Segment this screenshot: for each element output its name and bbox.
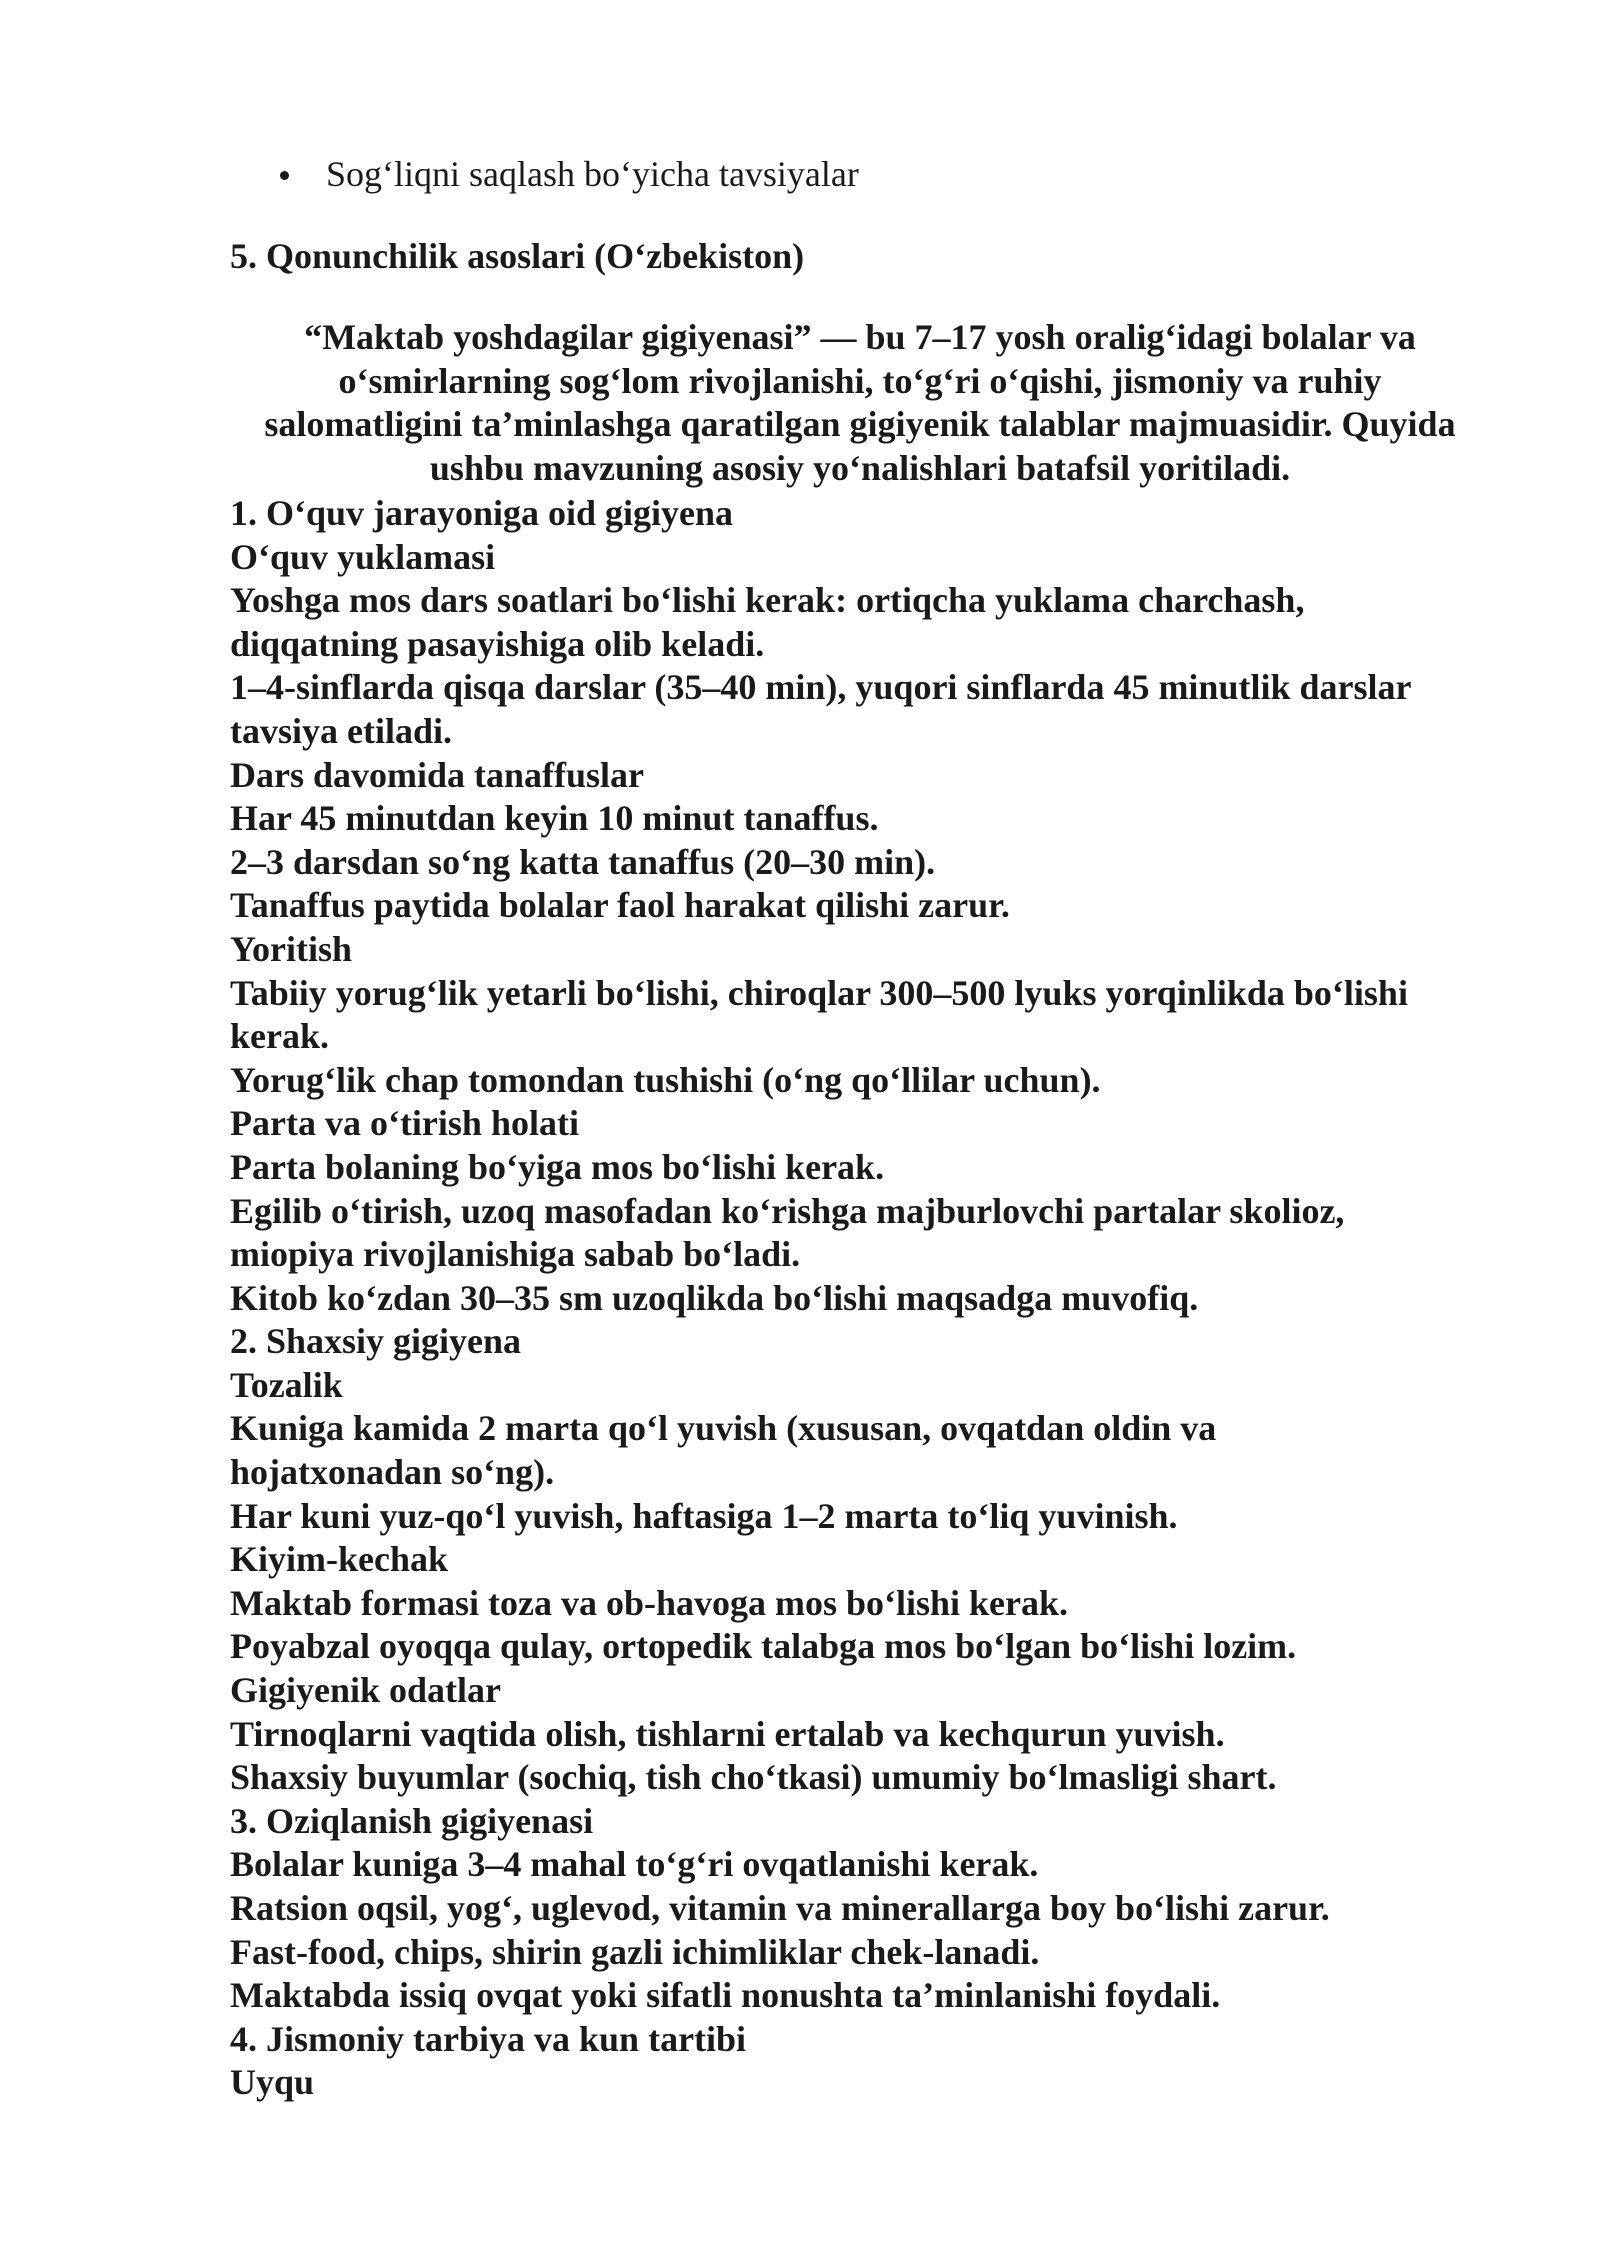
subheading-tanaffuslar: Dars davomida tanaffuslar: [230, 754, 645, 795]
heading-jismoniy-tarbiya: 4. Jismoniy tarbiya va kun tartibi: [230, 2018, 747, 2059]
subheading-uyqu: Uyqu: [230, 2062, 315, 2103]
text-line: Ratsion oqsil, yog‘, uglevod, vitamin va minerallarga boy bo‘lishi zarur.: [230, 1888, 1330, 1928]
bullet-dot-icon: [280, 171, 289, 180]
heading-oquv-jarayoni: 1. O‘quv jarayoniga oid gigiyena: [230, 493, 734, 533]
subheading-kiyim-kechak: Kiyim-kechak: [230, 1539, 449, 1580]
intro-line: ushbu mavzuning asosiy yo‘nalishlari batafsil yoritiladi.: [429, 447, 1291, 488]
text-line: Tanaffus paytida bolalar faol harakat qilishi zarur.: [230, 885, 1010, 926]
text-line: kerak.: [230, 1016, 329, 1057]
text-line: 2–3 darsdan so‘ng katta tanaffus (20–30 min).: [230, 841, 936, 882]
text-line: Bolalar kuniga 3–4 mahal to‘g‘ri ovqatlanishi kerak.: [230, 1844, 1039, 1885]
subheading-yoritish: Yoritish: [230, 928, 353, 969]
text-line: 1–4-sinflarda qisqa darslar (35–40 min), yuqori sinflarda 45 minutlik darslar: [230, 667, 1412, 708]
text-line: Kuniga kamida 2 marta qo‘l yuvish (xususan, ovqatdan oldin va: [230, 1408, 1217, 1449]
subheading-parta: Parta va o‘tirish holati: [230, 1103, 579, 1144]
section-heading: 5. Qonunchilik asoslari (O‘zbekiston): [230, 236, 805, 276]
subheading-oquv-yuklamasi: O‘quv yuklamasi: [230, 536, 496, 577]
text-line: hojatxonadan so‘ng).: [230, 1452, 555, 1493]
text-line: miopiya rivojlanishiga sabab bo‘ladi.: [230, 1234, 801, 1275]
subheading-gigiyenik-odatlar: Gigiyenik odatlar: [230, 1670, 502, 1711]
intro-line: salomatligini ta’minlashga qaratilgan gigiyenik talablar majmuasidir. Quyida: [264, 404, 1456, 445]
text-line: Yorug‘lik chap tomondan tushishi (o‘ng qo‘llilar uchun).: [230, 1059, 1101, 1100]
text-line: Tabiiy yorug‘lik yetarli bo‘lishi, chiroqlar 300–500 lyuks yorqinlikda bo‘lishi: [230, 972, 1408, 1013]
text-line: Poyabzal oyoqqa qulay, ortopedik talabga mos bo‘lgan bo‘lishi lozim.: [230, 1626, 1297, 1667]
bullet-item-text: Sog‘liqni saqlash bo‘yicha tavsiyalar: [326, 154, 859, 194]
subheading-tozalik: Tozalik: [230, 1364, 343, 1405]
intro-line: o‘smirlarning sog‘lom rivojlanishi, to‘g‘ri o‘qishi, jismoniy va ruhiy: [338, 360, 1382, 401]
text-line: Har kuni yuz-qo‘l yuvish, haftasiga 1–2 marta to‘liq yuvinish.: [230, 1495, 1178, 1536]
text-line: Maktab formasi toza va ob-havoga mos bo‘lishi kerak.: [230, 1582, 1069, 1623]
text-line: Tirnoqlarni vaqtida olish, tishlarni ertalab va kechqurun yuvish.: [230, 1713, 1225, 1754]
bullet-list: [276, 152, 859, 196]
text-line: Kitob ko‘zdan 30–35 sm uzoqlikda bo‘lishi maqsadga muvofiq.: [230, 1277, 1199, 1318]
bullet-item: [276, 152, 859, 196]
text-line: tavsiya etiladi.: [230, 710, 452, 751]
heading-shaxsiy-gigiyena: 2. Shaxsiy gigiyena: [230, 1321, 522, 1362]
text-line: Yoshga mos dars soatlari bo‘lishi kerak: ortiqcha yuklama charchash,: [230, 580, 1305, 621]
intro-paragraph: [230, 316, 1490, 490]
body-text: [230, 492, 1530, 2105]
intro-line: “Maktab yoshdagilar gigiyenasi” — bu 7–17 yosh oralig‘idagi bolalar va: [304, 317, 1416, 357]
text-line: diqqatning pasayishiga olib keladi.: [230, 623, 765, 664]
text-line: Egilib o‘tirish, uzoq masofadan ko‘rishga majburlovchi partalar skolioz,: [230, 1190, 1345, 1231]
text-line: Fast-food, chips, shirin gazli ichimliklar chek-lanadi.: [230, 1931, 1040, 1972]
text-line: Maktabda issiq ovqat yoki sifatli nonushta ta’minlanishi foydali.: [230, 1975, 1221, 2016]
text-line: Parta bolaning bo‘yiga mos bo‘lishi kerak.: [230, 1146, 885, 1187]
text-line: Shaxsiy buyumlar (sochiq, tish cho‘tkasi) umumiy bo‘lmasligi shart.: [230, 1757, 1277, 1798]
text-line: Har 45 minutdan keyin 10 minut tanaffus.: [230, 798, 879, 839]
heading-oziqlanish: 3. Oziqlanish gigiyenasi: [230, 1800, 594, 1841]
